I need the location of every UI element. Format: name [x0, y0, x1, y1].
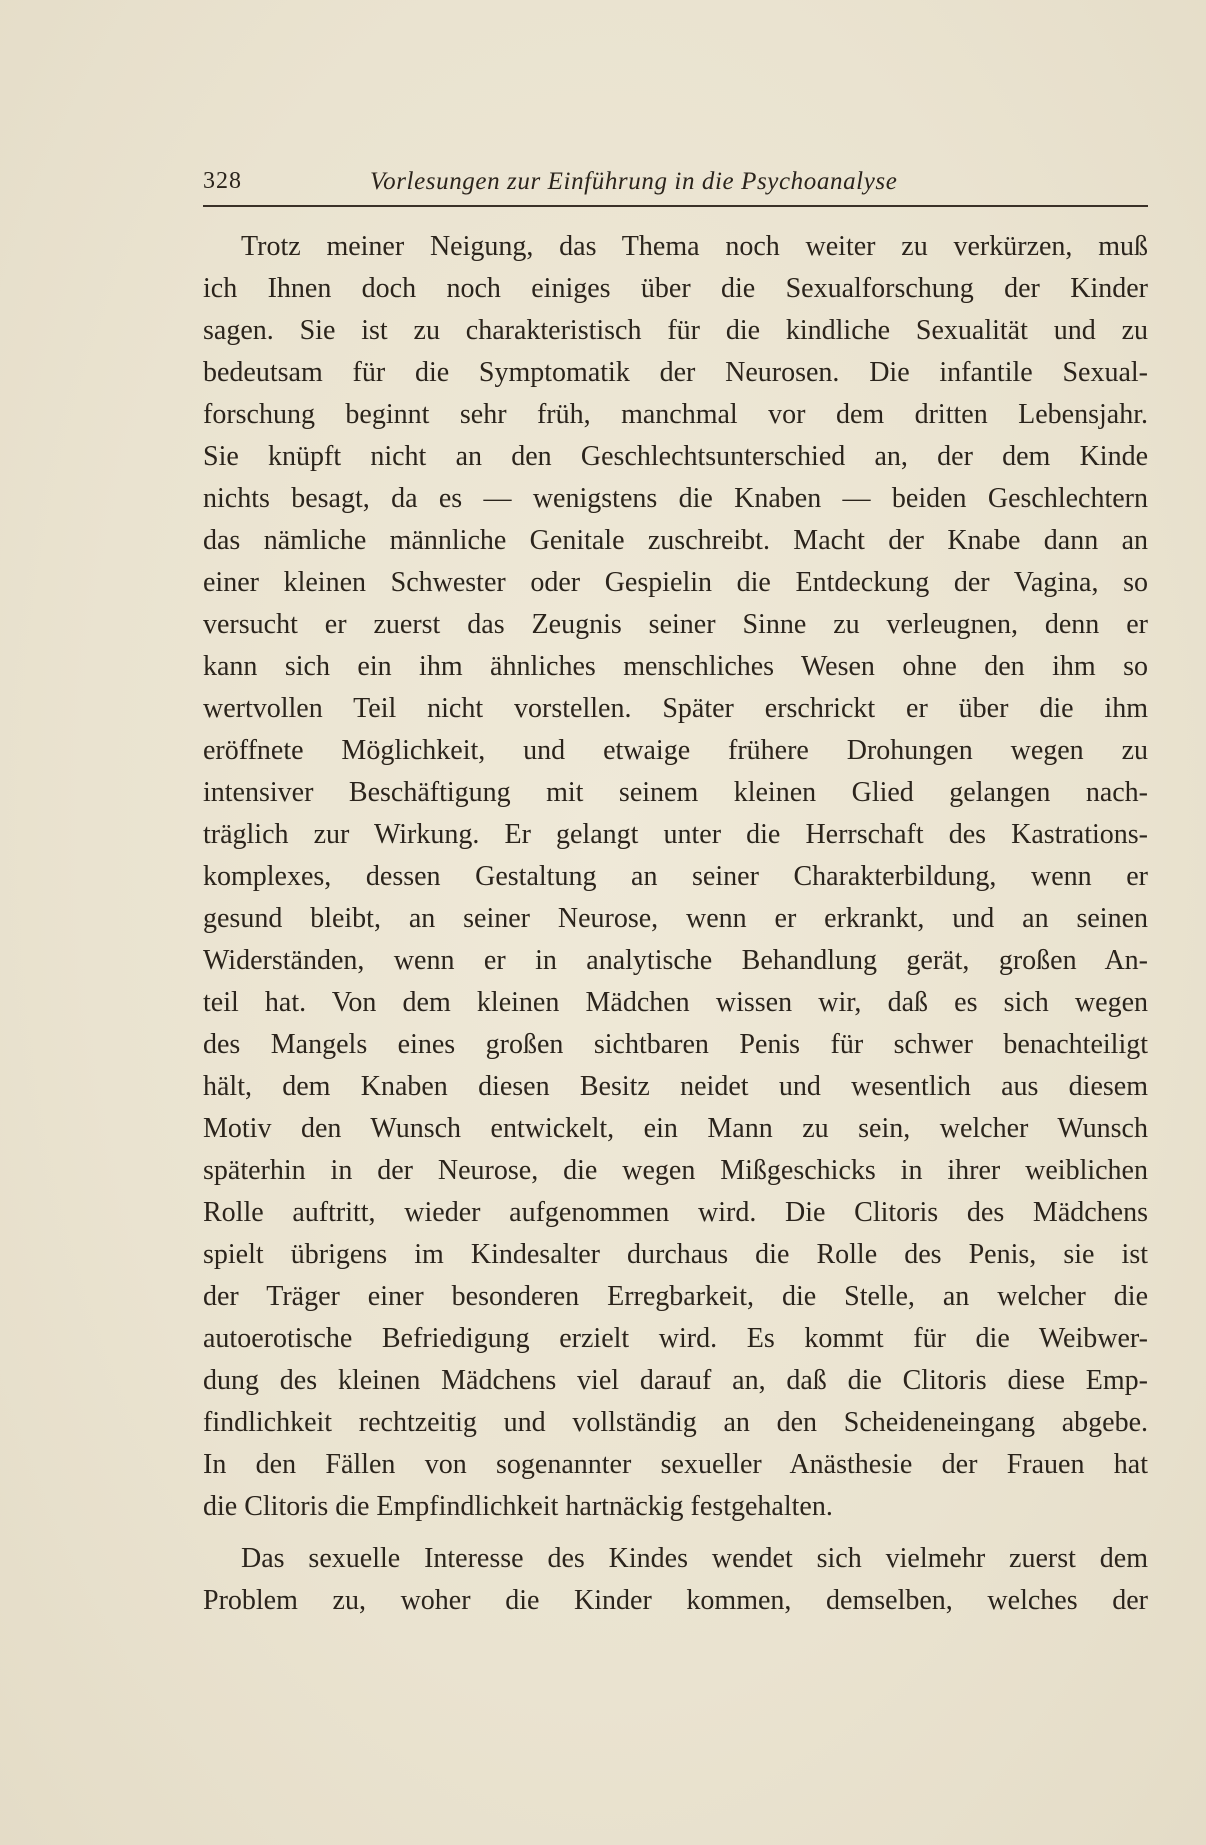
page-number: 328: [203, 168, 242, 194]
text-line: Motiv den Wunsch entwickelt, ein Mann zu sein, welcher Wunsch: [203, 1113, 1148, 1144]
text-line: bedeutsam für die Symptomatik der Neurosen. Die infantile Sexual-: [203, 357, 1148, 388]
body-text: [203, 226, 1148, 1622]
text-line: Rolle auftritt, wieder aufgenommen wird. Die Clitoris des Mädchens: [203, 1197, 1148, 1228]
text-line: autoerotische Befriedigung erzielt wird. Es kommt für die Weibwer-: [203, 1323, 1148, 1354]
paragraph-gap: [203, 1528, 1148, 1538]
text-line: wertvollen Teil nicht vorstellen. Später erschrickt er über die ihm: [203, 693, 1148, 724]
text-line: Widerständen, wenn er in analytische Behandlung gerät, großen An-: [203, 945, 1148, 976]
text-line: sagen. Sie ist zu charakteristisch für die kindliche Sexualität und zu: [203, 315, 1148, 346]
header-rule: [203, 205, 1148, 207]
text-line: nichts besagt, da es — wenigstens die Knaben — beiden Geschlechtern: [203, 483, 1148, 514]
text-line: einer kleinen Schwester oder Gespielin die Entdeckung der Vagina, so: [203, 567, 1148, 598]
text-line: Sie knüpft nicht an den Geschlechtsunterschied an, der dem Kinde: [203, 441, 1148, 472]
page-header: [203, 164, 1148, 204]
text-line: komplexes, dessen Gestaltung an seiner Charakterbildung, wenn er: [203, 861, 1148, 892]
text-line: hält, dem Knaben diesen Besitz neidet und wesentlich aus diesem: [203, 1071, 1148, 1102]
text-line: intensiver Beschäftigung mit seinem kleinen Glied gelangen nach-: [203, 777, 1148, 808]
text-line: Problem zu, woher die Kinder kommen, demselben, welches der: [203, 1585, 1148, 1616]
text-line: ich Ihnen doch noch einiges über die Sexualforschung der Kinder: [203, 273, 1148, 304]
text-line: Das sexuelle Interesse des Kindes wendet sich vielmehr zuerst dem: [241, 1543, 1148, 1574]
text-line: der Träger einer besonderen Erregbarkeit, die Stelle, an welcher die: [203, 1281, 1148, 1312]
text-line: des Mangels eines großen sichtbaren Penis für schwer benachteiligt: [203, 1029, 1148, 1060]
text-line: die Clitoris die Empfindlichkeit hartnäckig festgehalten.: [203, 1491, 833, 1522]
text-line: das nämliche männliche Genitale zuschreibt. Macht der Knabe dann an: [203, 525, 1148, 556]
text-line: träglich zur Wirkung. Er gelangt unter die Herrschaft des Kastrations-: [203, 819, 1148, 850]
text-line: gesund bleibt, an seiner Neurose, wenn er erkrankt, und an seinen: [203, 903, 1148, 934]
paragraph: [203, 226, 1148, 1528]
text-line: Trotz meiner Neigung, das Thema noch weiter zu verkürzen, muß: [241, 231, 1148, 262]
text-line: späterhin in der Neurose, die wegen Mißgeschicks in ihrer weiblichen: [203, 1155, 1148, 1186]
running-title: Vorlesungen zur Einführung in die Psychoanalyse: [370, 168, 898, 195]
text-line: spielt übrigens im Kindesalter durchaus die Rolle des Penis, sie ist: [203, 1239, 1148, 1270]
text-line: eröffnete Möglichkeit, und etwaige frühere Drohungen wegen zu: [203, 735, 1148, 766]
paragraph: [203, 1538, 1148, 1622]
text-line: kann sich ein ihm ähnliches menschliches Wesen ohne den ihm so: [203, 651, 1148, 682]
text-line: teil hat. Von dem kleinen Mädchen wissen wir, daß es sich wegen: [203, 987, 1148, 1018]
text-line: In den Fällen von sogenannter sexueller Anästhesie der Frauen hat: [203, 1449, 1148, 1480]
text-line: dung des kleinen Mädchens viel darauf an, daß die Clitoris diese Emp-: [203, 1365, 1148, 1396]
text-line: versucht er zuerst das Zeugnis seiner Sinne zu verleugnen, denn er: [203, 609, 1148, 640]
text-line: forschung beginnt sehr früh, manchmal vor dem dritten Lebensjahr.: [203, 399, 1148, 430]
text-line: findlichkeit rechtzeitig und vollständig an den Scheideneingang abgebe.: [203, 1407, 1148, 1438]
